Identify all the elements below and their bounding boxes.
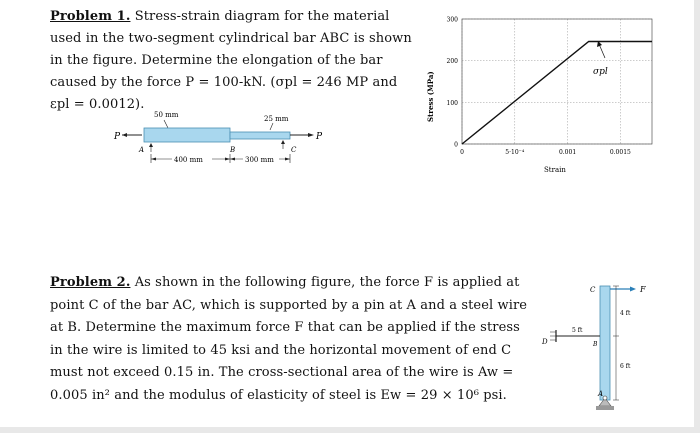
x-tick-label-0: 0	[460, 149, 464, 156]
bar-dim-50mm: 50 mm	[154, 111, 179, 119]
bar-dim-25mm: 25 mm	[264, 115, 289, 123]
y-tick-label-2: 200	[446, 58, 458, 66]
chart-grid	[462, 19, 652, 144]
chart-frame	[462, 19, 652, 144]
wire-dim-5ft: 5 ft	[572, 327, 583, 334]
wire-figure	[536, 272, 676, 412]
annotation-sigma-pl: σpl	[593, 67, 608, 77]
wire-force-f: F	[640, 285, 646, 294]
problem-1-body: Stress-strain diagram for the material used in the two-segment cylindrical bar ABC is shown in the figure. Determine the elongation of the bar caused by the force P = 100-kN. (σpl = 246 MP and εpl = 0.0012).	[50, 9, 412, 112]
bar-segment-bc	[230, 132, 290, 139]
wire-point-a: A	[598, 390, 604, 398]
problem-1-title: Problem 1.	[50, 9, 131, 24]
wire-point-c: C	[590, 286, 596, 294]
chart-axes	[462, 19, 652, 144]
chart-xlabel: Strain	[544, 166, 566, 174]
x-tick-label-1: 5·10⁻⁴	[505, 149, 525, 156]
problem-2-body: As shown in the following figure, the force F is applied at point C of the bar AC, which is supported by a pin at A and a steel wire at B. Determine the maximum force F that can be applied if the stress in the wire is limited to 45 ksi and the horizontal movement of end C must not exceed 0.15 in. The cross-sectional area of the wire is Aw = 0.005 in² and the modulus of elasticity of steel is Ew = 29 × 10⁶ psi.	[50, 275, 528, 403]
y-tick-label-0: 0	[454, 141, 458, 149]
bar-point-b: B	[230, 146, 236, 154]
wire-dim-4ft: 4 ft	[620, 310, 631, 317]
bar-point-c: C	[291, 146, 297, 154]
chart-series-line	[462, 42, 652, 145]
load-p-right: P	[316, 132, 323, 142]
bar-segment-ab	[144, 128, 230, 142]
chart-annotation	[593, 41, 608, 77]
chart-ticks	[447, 17, 631, 157]
wire-point-d: D	[542, 338, 548, 346]
problem-2-title: Problem 2.	[50, 275, 131, 290]
x-tick-label-2: 0.001	[558, 149, 577, 156]
problem-2-text	[50, 272, 532, 408]
y-tick-label-1: 100	[446, 99, 458, 107]
wire-dim-6ft: 6 ft	[620, 363, 631, 370]
problem-1-text	[50, 6, 420, 116]
bar-len-ab: 400 mm	[174, 156, 203, 164]
load-p-left: P	[114, 132, 121, 142]
bar-figure	[108, 108, 338, 170]
bar-point-a: A	[139, 146, 145, 154]
stress-strain-chart	[422, 4, 656, 184]
y-tick-label-3: 300	[446, 16, 458, 24]
x-tick-label-3: 0.0015	[609, 149, 631, 156]
bar-ac	[600, 286, 610, 400]
bar-len-bc: 300 mm	[245, 156, 274, 164]
chart-ylabel: Stress (MPa)	[426, 71, 435, 122]
wire-point-b: B	[593, 341, 598, 348]
